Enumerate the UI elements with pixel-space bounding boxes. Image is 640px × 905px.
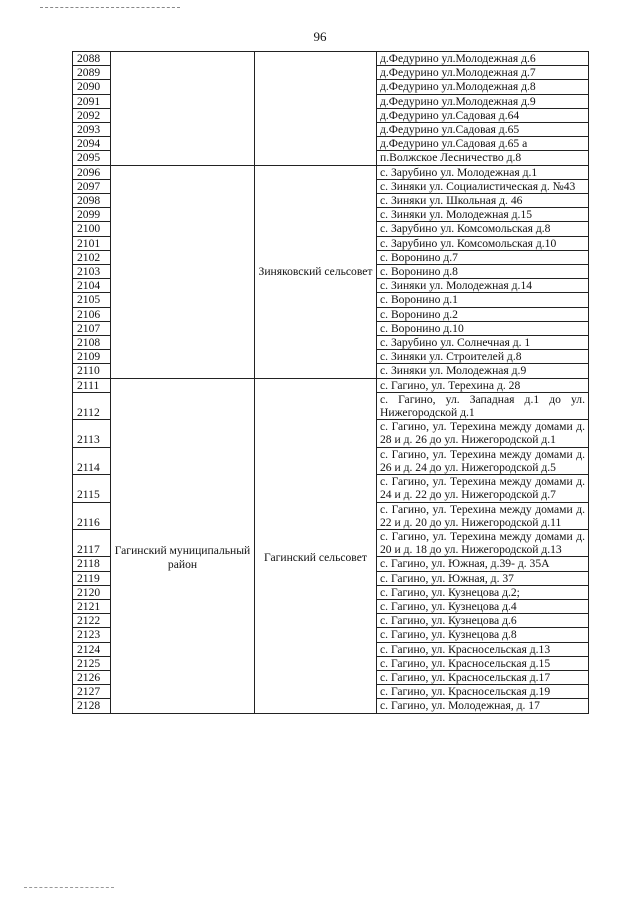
row-number: 2109 <box>73 350 111 364</box>
row-number: 2127 <box>73 685 111 699</box>
address-cell: с. Гагино, ул. Красносельская д.15 <box>377 656 589 670</box>
address-cell: с. Воронино д.8 <box>377 265 589 279</box>
row-number: 2113 <box>73 420 111 447</box>
row-number: 2097 <box>73 179 111 193</box>
row-number: 2111 <box>73 378 111 392</box>
row-number: 2091 <box>73 94 111 108</box>
address-cell: с. Гагино, ул. Западная д.1 до ул. Нижегородской д.1 <box>377 392 589 419</box>
scan-edge-mark <box>40 7 180 8</box>
municipal-district-cell <box>111 52 255 166</box>
table-row <box>73 52 589 66</box>
address-cell: с. Зарубино ул. Комсомольская д.8 <box>377 222 589 236</box>
address-cell: с. Гагино, ул. Кузнецова д.2; <box>377 585 589 599</box>
address-cell: с. Зиняки ул. Молодежная д.9 <box>377 364 589 378</box>
settlement-cell: Зиняковский сельсовет <box>255 165 377 378</box>
address-cell: с. Гагино, ул. Молодежная, д. 17 <box>377 699 589 713</box>
row-number: 2096 <box>73 165 111 179</box>
row-number: 2099 <box>73 208 111 222</box>
row-number: 2108 <box>73 336 111 350</box>
address-register-table <box>72 51 589 714</box>
address-table-body <box>73 52 589 714</box>
row-number: 2117 <box>73 529 111 556</box>
scan-edge-mark <box>24 887 114 888</box>
address-cell: с. Зиняки ул. Школьная д. 46 <box>377 194 589 208</box>
row-number: 2103 <box>73 265 111 279</box>
address-cell: с. Зиняки ул. Молодежная д.15 <box>377 208 589 222</box>
address-cell: д.Федурино ул.Молодежная д.7 <box>377 66 589 80</box>
row-number: 2102 <box>73 250 111 264</box>
address-cell: д.Федурино ул.Садовая д.65 <box>377 123 589 137</box>
page-number: 96 <box>313 29 327 44</box>
row-number: 2101 <box>73 236 111 250</box>
row-number: 2100 <box>73 222 111 236</box>
row-number: 2089 <box>73 66 111 80</box>
address-cell: с. Зиняки ул. Строителей д.8 <box>377 350 589 364</box>
row-number: 2094 <box>73 137 111 151</box>
address-cell: с. Зарубино ул. Солнечная д. 1 <box>377 336 589 350</box>
address-cell: с. Гагино, ул. Красносельская д.19 <box>377 685 589 699</box>
municipal-district-cell <box>111 165 255 378</box>
row-number: 2105 <box>73 293 111 307</box>
address-cell: с. Зиняки ул. Молодежная д.14 <box>377 279 589 293</box>
address-cell: с. Гагино, ул. Терехина между домами д. 26 и д. 24 до ул. Нижегородской д.5 <box>377 447 589 474</box>
row-number: 2092 <box>73 108 111 122</box>
settlement-cell: Гагинский сельсовет <box>255 378 377 713</box>
row-number: 2090 <box>73 80 111 94</box>
row-number: 2114 <box>73 447 111 474</box>
row-number: 2126 <box>73 670 111 684</box>
table-row <box>73 165 589 179</box>
row-number: 2107 <box>73 321 111 335</box>
address-cell: с. Зиняки ул. Социалистическая д. №43 <box>377 179 589 193</box>
address-cell: с. Гагино, ул. Красносельская д.17 <box>377 670 589 684</box>
address-cell: с. Воронино д.1 <box>377 293 589 307</box>
address-cell: с. Гагино, ул. Терехина между домами д. 28 и д. 26 до ул. Нижегородской д.1 <box>377 420 589 447</box>
row-number: 2120 <box>73 585 111 599</box>
row-number: 2122 <box>73 614 111 628</box>
address-cell: д.Федурино ул.Молодежная д.6 <box>377 52 589 66</box>
address-cell: с. Гагино, ул. Терехина между домами д. 20 и д. 18 до ул. Нижегородской д.13 <box>377 529 589 556</box>
row-number: 2110 <box>73 364 111 378</box>
address-cell: с. Гагино, ул. Красносельская д.13 <box>377 642 589 656</box>
address-cell: с. Гагино, ул. Кузнецова д.4 <box>377 599 589 613</box>
address-cell: с. Гагино, ул. Терехина д. 28 <box>377 378 589 392</box>
address-cell: д.Федурино ул.Молодежная д.9 <box>377 94 589 108</box>
row-number: 2121 <box>73 599 111 613</box>
address-cell: д.Федурино ул.Садовая д.65 а <box>377 137 589 151</box>
row-number: 2118 <box>73 557 111 571</box>
row-number: 2116 <box>73 502 111 529</box>
address-cell: п.Волжское Лесничество д.8 <box>377 151 589 165</box>
address-cell: с. Гагино, ул. Южная, д.39- д. 35А <box>377 557 589 571</box>
address-cell: с. Воронино д.7 <box>377 250 589 264</box>
table-row <box>73 378 589 392</box>
address-cell: с. Воронино д.2 <box>377 307 589 321</box>
address-cell: д.Федурино ул.Садовая д.64 <box>377 108 589 122</box>
address-cell: с. Гагино, ул. Терехина между домами д. 24 и д. 22 до ул. Нижегородской д.7 <box>377 475 589 502</box>
row-number: 2104 <box>73 279 111 293</box>
address-cell: с. Гагино, ул. Кузнецова д.6 <box>377 614 589 628</box>
row-number: 2125 <box>73 656 111 670</box>
address-cell: д.Федурино ул.Молодежная д.8 <box>377 80 589 94</box>
row-number: 2124 <box>73 642 111 656</box>
row-number: 2115 <box>73 475 111 502</box>
settlement-cell <box>255 52 377 166</box>
row-number: 2098 <box>73 194 111 208</box>
address-cell: с. Воронино д.10 <box>377 321 589 335</box>
address-cell: с. Зарубино ул. Комсомольская д.10 <box>377 236 589 250</box>
row-number: 2093 <box>73 123 111 137</box>
row-number: 2119 <box>73 571 111 585</box>
row-number: 2128 <box>73 699 111 713</box>
row-number: 2112 <box>73 392 111 419</box>
row-number: 2088 <box>73 52 111 66</box>
row-number: 2123 <box>73 628 111 642</box>
row-number: 2106 <box>73 307 111 321</box>
municipal-district-cell: Гагинский муниципальный район <box>111 378 255 713</box>
address-cell: с. Гагино, ул. Кузнецова д.8 <box>377 628 589 642</box>
address-cell: с. Зарубино ул. Молодежная д.1 <box>377 165 589 179</box>
row-number: 2095 <box>73 151 111 165</box>
address-cell: с. Гагино, ул. Терехина между домами д. 22 и д. 20 до ул. Нижегородской д.11 <box>377 502 589 529</box>
address-cell: с. Гагино, ул. Южная, д. 37 <box>377 571 589 585</box>
